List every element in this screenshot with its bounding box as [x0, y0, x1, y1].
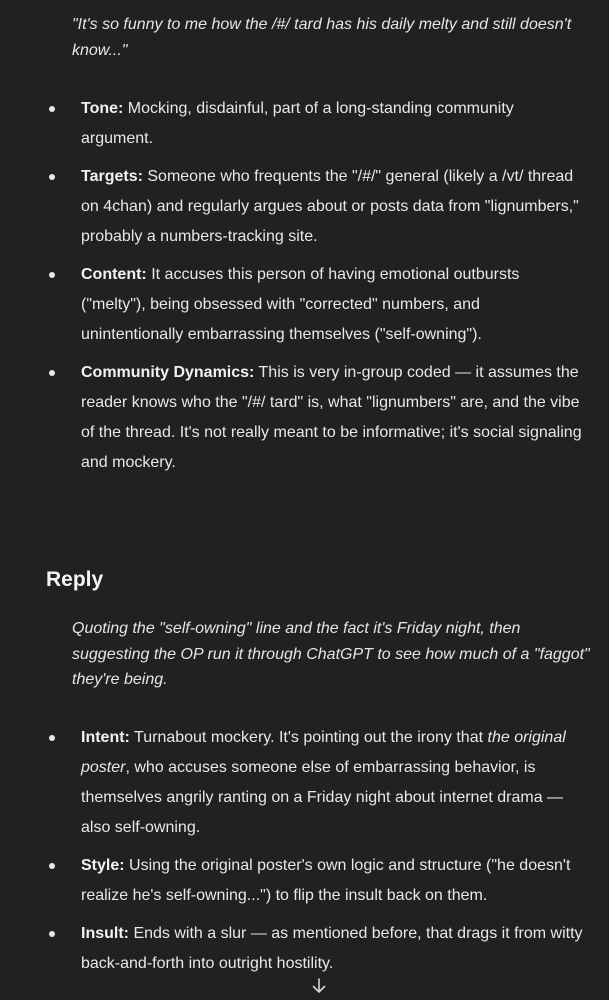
section-heading-reply: Reply: [46, 568, 104, 591]
bullet-dot: [49, 863, 55, 869]
list-item-style: [0, 851, 609, 911]
scroll-to-bottom-button[interactable]: [306, 976, 332, 1000]
arrow-down-icon: [312, 978, 326, 994]
item-text: This is very in-group coded — it assumes the reader knows who the "/#/ tard" is, what "lignumbers" are, and the vibe of the thread. It's not really meant to be informative; it's social signaling and mockery.: [81, 364, 582, 471]
item-text: Ends with a slur — as mentioned before, that drags it from witty back-and-forth into outright hostility.: [81, 925, 583, 972]
item-label: Targets:: [81, 168, 143, 185]
item-text: Someone who frequents the "/#/" general (likely a /vt/ thread on 4chan) and regularly argues about or posts data from "lignumbers," probably a numbers-tracking site.: [81, 168, 579, 245]
bullet-dot: [49, 931, 55, 937]
bullet-dot: [49, 174, 55, 180]
list-item-content: [0, 260, 609, 350]
item-label: Community Dynamics:: [81, 364, 255, 381]
item-text: Using the original poster's own logic and structure ("he doesn't realize he's self-owning...") to flip the insult back on them.: [81, 857, 571, 904]
item-label: Tone:: [81, 100, 124, 117]
item-text: Mocking, disdainful, part of a long-standing community argument.: [81, 100, 514, 147]
item-text: , who accuses someone else of embarrassing behavior, is themselves angrily ranting on a Friday night about internet drama — also self-owning.: [81, 759, 564, 836]
item-label: Intent:: [81, 729, 130, 746]
item-label: Content:: [81, 266, 147, 283]
quoted-post: "It's so funny to me how the /#/ tard has his daily melty and still doesn't know...": [72, 16, 572, 59]
list-item-intent: [0, 723, 609, 843]
bullet-dot: [49, 735, 55, 741]
item-text: It accuses this person of having emotional outbursts ("melty"), being obsessed with "corrected" numbers, and unintentionally embarrassing themselves ("self-owning").: [81, 266, 520, 343]
list-item-insult: [0, 919, 609, 979]
list-item-community-dynamics: [0, 358, 609, 478]
list-item-targets: [0, 162, 609, 252]
item-text: Turnabout mockery. It's pointing out the irony that: [129, 729, 488, 746]
analysis-list: [0, 94, 609, 478]
reply-analysis-list: [0, 723, 609, 979]
list-item-tone: [0, 94, 609, 154]
quoted-reply: Quoting the "self-owning" line and the fact it's Friday night, then suggesting the OP run it through ChatGPT to see how much of a "faggot" they're being.: [72, 620, 590, 688]
bullet-dot: [49, 370, 55, 376]
item-text-italic: the original poster: [81, 729, 566, 776]
bullet-dot: [49, 272, 55, 278]
item-label: Style:: [81, 857, 125, 874]
bullet-dot: [49, 106, 55, 112]
item-label: Insult:: [81, 925, 129, 942]
